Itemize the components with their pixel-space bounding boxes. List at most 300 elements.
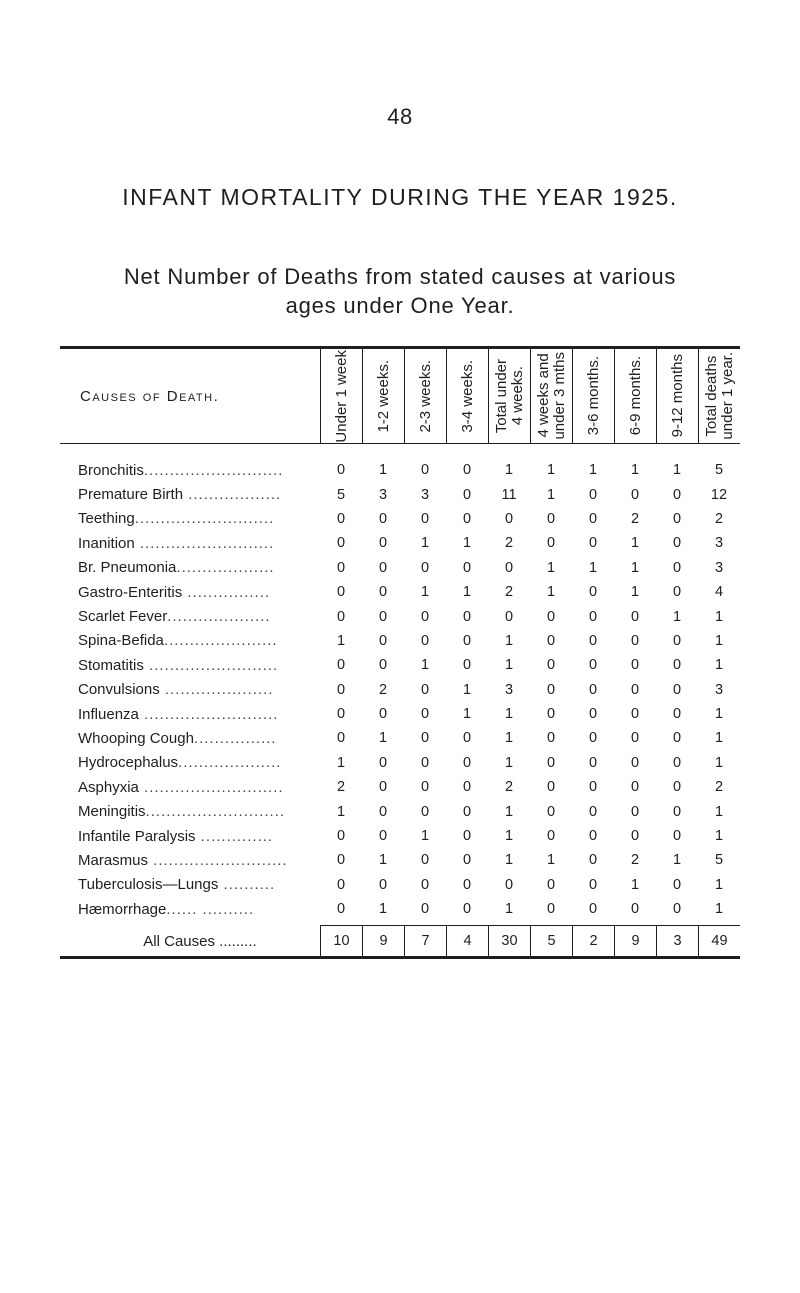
value-cell: 0 (546, 754, 556, 771)
value-cell: 1 (420, 828, 430, 845)
table-row (60, 580, 740, 604)
value-cell: 0 (630, 803, 640, 820)
value-cell: 2 (630, 852, 640, 869)
value-cell: 1 (630, 584, 640, 601)
leader-dots: ......................... (143, 656, 279, 674)
value-cell: 1 (336, 754, 346, 771)
leader-dots: ........................... (145, 803, 286, 821)
value-cell: 0 (672, 828, 682, 845)
value-cell: 0 (588, 681, 598, 698)
value-cell: 0 (546, 510, 556, 527)
value-cell: 0 (630, 632, 640, 649)
cause-name: Br. Pneumonia (78, 559, 177, 577)
value-cell: 0 (630, 828, 640, 845)
value-cell: 0 (672, 657, 682, 674)
mortality-table (60, 346, 740, 959)
table-row (60, 629, 740, 653)
total-label-text: All Causes (143, 932, 215, 950)
value-cell: 2 (336, 779, 346, 796)
cause-cell (60, 803, 320, 820)
value-cell: 1 (714, 706, 724, 723)
cause-cell (60, 706, 320, 723)
value-cell: 0 (336, 730, 346, 747)
column-header (698, 349, 740, 443)
value-cell: 0 (378, 803, 388, 820)
value-cell: 0 (378, 608, 388, 625)
column-header (320, 349, 362, 443)
value-cell: 0 (336, 901, 346, 918)
value-cell: 1 (588, 559, 598, 576)
value-cell: 0 (672, 803, 682, 820)
value-cell: 5 (714, 462, 724, 479)
value-cell: 1 (504, 754, 514, 771)
column-header (530, 349, 572, 443)
cause-name: Whooping Cough (78, 729, 194, 747)
column-header (614, 349, 656, 443)
value-cell: 0 (420, 510, 430, 527)
leader-dots: ................ (182, 583, 271, 601)
value-cell: 1 (336, 632, 346, 649)
value-cell: 0 (378, 706, 388, 723)
value-cell: 0 (378, 876, 388, 893)
value-cell: 0 (588, 632, 598, 649)
value-cell: 0 (336, 852, 346, 869)
table-row (60, 848, 740, 872)
value-cell: 0 (546, 706, 556, 723)
value-cell: 0 (588, 901, 598, 918)
column-header-label: 3-6 months. (584, 356, 602, 436)
cause-name: Hydrocephalus (78, 754, 179, 772)
value-cell: 0 (462, 779, 472, 796)
value-cell: 3 (714, 681, 724, 698)
table-row (60, 604, 740, 628)
cause-name: Meningitis (78, 803, 146, 821)
value-cell: 5 (336, 486, 346, 503)
column-header (488, 349, 530, 443)
value-cell: 4 (714, 584, 724, 601)
value-cell: 1 (546, 486, 556, 503)
table-row (60, 531, 740, 555)
value-cell: 0 (546, 657, 556, 674)
column-header (656, 349, 698, 443)
value-cell: 1 (420, 657, 430, 674)
value-cell: 0 (588, 779, 598, 796)
cause-cell (60, 584, 320, 601)
value-cell: 1 (378, 852, 388, 869)
cause-name: Asphyxia (78, 778, 139, 796)
value-cell: 1 (504, 828, 514, 845)
leader-dots: ........................... (134, 510, 275, 528)
value-cell: 1 (546, 584, 556, 601)
value-cell: 0 (336, 584, 346, 601)
leader-dots: .................... (178, 754, 282, 772)
value-cell: 0 (504, 559, 514, 576)
total-label (60, 933, 320, 950)
value-cell: 1 (504, 852, 514, 869)
value-cell: 0 (462, 730, 472, 747)
value-cell: 0 (378, 657, 388, 674)
value-cell: 0 (546, 632, 556, 649)
value-cell: 1 (378, 462, 388, 479)
value-cell: 0 (378, 584, 388, 601)
leader-dots: ...... .......... (166, 900, 255, 918)
value-cell: 0 (588, 584, 598, 601)
leader-dots: ................... (176, 559, 275, 577)
value-cell: 0 (462, 876, 472, 893)
value-cell: 0 (672, 535, 682, 552)
value-cell: 0 (462, 510, 472, 527)
value-cell: 0 (672, 779, 682, 796)
value-cell: 1 (504, 657, 514, 674)
total-value-cell: 3 (656, 926, 698, 956)
cause-cell (60, 681, 320, 698)
value-cell: 2 (504, 584, 514, 601)
value-cell: 2 (504, 535, 514, 552)
value-cell: 1 (504, 901, 514, 918)
value-cell: 0 (588, 535, 598, 552)
value-cell: 2 (378, 681, 388, 698)
table-row (60, 678, 740, 702)
total-row (60, 926, 740, 956)
page-number: 48 (387, 104, 413, 129)
cause-name: Premature Birth (78, 486, 184, 504)
total-value-cell: 5 (530, 926, 572, 956)
value-cell: 1 (672, 608, 682, 625)
value-cell: 0 (378, 632, 388, 649)
cause-cell (60, 510, 320, 527)
value-cell: 0 (630, 681, 640, 698)
cause-cell (60, 486, 320, 503)
value-cell: 0 (336, 828, 346, 845)
value-cell: 0 (462, 803, 472, 820)
value-cell: 0 (504, 608, 514, 625)
value-cell: 0 (462, 486, 472, 503)
value-cell: 0 (420, 632, 430, 649)
value-cell: 0 (336, 681, 346, 698)
column-header-label: 1-2 weeks. (374, 359, 392, 433)
value-cell: 0 (462, 657, 472, 674)
cause-name: Influenza (78, 705, 139, 723)
cause-name: Spina-Befida (78, 632, 164, 650)
value-cell: 0 (462, 852, 472, 869)
total-label-dots: ......... (215, 932, 257, 950)
value-cell: 0 (630, 730, 640, 747)
leader-dots: .......................... (138, 705, 279, 723)
column-header-label: 3-4 weeks. (458, 359, 476, 433)
table-header-row (60, 349, 740, 443)
value-cell: 1 (672, 852, 682, 869)
value-cell: 0 (336, 608, 346, 625)
total-value-cell: 30 (488, 926, 530, 956)
value-cell: 1 (630, 559, 640, 576)
value-cell: 0 (378, 510, 388, 527)
value-cell: 0 (672, 510, 682, 527)
value-cell: 0 (672, 486, 682, 503)
value-cell: 0 (672, 584, 682, 601)
value-cell: 0 (588, 486, 598, 503)
value-cell: 2 (714, 779, 724, 796)
value-cell: 0 (630, 754, 640, 771)
column-header-label: 4 weeks and under 3 mths (534, 352, 568, 440)
table-row (60, 751, 740, 775)
column-header (362, 349, 404, 443)
value-cell: 0 (630, 486, 640, 503)
value-cell: 0 (588, 730, 598, 747)
leader-dots: .......................... (134, 534, 275, 552)
leader-dots: .............. (195, 827, 274, 845)
cause-cell (60, 876, 320, 893)
leader-dots: .................... (167, 608, 271, 626)
value-cell: 0 (630, 608, 640, 625)
value-cell: 0 (420, 901, 430, 918)
value-cell: 0 (630, 657, 640, 674)
value-cell: 0 (672, 754, 682, 771)
value-cell: 0 (588, 828, 598, 845)
cause-cell (60, 852, 320, 869)
value-cell: 3 (714, 535, 724, 552)
value-cell: 1 (672, 462, 682, 479)
table-row (60, 897, 740, 921)
value-cell: 2 (630, 510, 640, 527)
table-row (60, 873, 740, 897)
value-cell: 3 (378, 486, 388, 503)
value-cell: 1 (714, 657, 724, 674)
value-cell: 1 (588, 462, 598, 479)
column-header (404, 349, 446, 443)
value-cell: 0 (420, 559, 430, 576)
total-value-cell: 4 (446, 926, 488, 956)
value-cell: 1 (714, 608, 724, 625)
value-cell: 1 (630, 462, 640, 479)
leader-dots: ..................... (159, 681, 274, 699)
table-row (60, 556, 740, 580)
value-cell: 0 (378, 754, 388, 771)
value-cell: 0 (672, 876, 682, 893)
value-cell: 1 (420, 584, 430, 601)
cause-cell (60, 657, 320, 674)
value-cell: 1 (630, 535, 640, 552)
value-cell: 1 (714, 730, 724, 747)
value-cell: 0 (672, 730, 682, 747)
value-cell: 0 (588, 608, 598, 625)
table-body (60, 444, 740, 925)
value-cell: 0 (672, 706, 682, 723)
column-header-label: Total deaths under 1 year. (702, 352, 736, 440)
value-cell: 1 (504, 730, 514, 747)
cause-name: Marasmus (78, 851, 149, 869)
value-cell: 1 (336, 803, 346, 820)
value-cell: 0 (462, 608, 472, 625)
value-cell: 0 (588, 510, 598, 527)
value-cell: 0 (546, 535, 556, 552)
table-row (60, 799, 740, 823)
column-header (572, 349, 614, 443)
table-row (60, 482, 740, 506)
cause-name: Teething (78, 510, 135, 528)
value-cell: 0 (378, 828, 388, 845)
table-row (60, 507, 740, 531)
column-header-label: 6-9 months. (626, 356, 644, 436)
value-cell: 0 (462, 462, 472, 479)
table-bottom-rule (60, 956, 740, 959)
value-cell: 0 (588, 657, 598, 674)
total-value-cell: 49 (698, 926, 740, 956)
value-cell: 0 (630, 779, 640, 796)
value-cell: 0 (672, 901, 682, 918)
value-cell: 0 (546, 681, 556, 698)
cause-cell (60, 754, 320, 771)
table-row (60, 458, 740, 482)
value-cell: 12 (710, 486, 728, 503)
cause-name: Inanition (78, 534, 135, 552)
total-value-cell: 2 (572, 926, 614, 956)
value-cell: 0 (588, 803, 598, 820)
leader-dots: ........................... (143, 461, 284, 479)
value-cell: 0 (630, 901, 640, 918)
value-cell: 0 (546, 803, 556, 820)
value-cell: 0 (336, 876, 346, 893)
cause-name: Stomatitis (78, 656, 144, 674)
value-cell: 1 (504, 462, 514, 479)
cause-name: Tuberculosis—Lungs (78, 876, 219, 894)
value-cell: 1 (378, 730, 388, 747)
value-cell: 1 (546, 559, 556, 576)
page-title: INFANT MORTALITY DURING THE YEAR 1925. (122, 184, 678, 210)
table-row (60, 653, 740, 677)
value-cell: 11 (501, 486, 517, 503)
value-cell: 1 (504, 706, 514, 723)
value-cell: 0 (420, 803, 430, 820)
value-cell: 0 (588, 754, 598, 771)
value-cell: 1 (504, 803, 514, 820)
cause-cell (60, 462, 320, 479)
value-cell: 0 (546, 901, 556, 918)
table-row (60, 824, 740, 848)
value-cell: 0 (546, 730, 556, 747)
value-cell: 1 (714, 876, 724, 893)
cause-cell (60, 632, 320, 649)
value-cell: 1 (462, 706, 472, 723)
value-cell: 2 (714, 510, 724, 527)
cause-name: Gastro-Enteritis (78, 583, 183, 601)
cause-cell (60, 730, 320, 747)
value-cell: 0 (336, 510, 346, 527)
table-subtitle (0, 262, 800, 320)
value-cell: 0 (588, 876, 598, 893)
total-value-cell: 9 (614, 926, 656, 956)
value-cell: 3 (714, 559, 724, 576)
total-value-cell: 9 (362, 926, 404, 956)
column-header-label: 9-12 months (668, 354, 686, 438)
cause-name: Infantile Paralysis (78, 827, 196, 845)
value-cell: 0 (420, 779, 430, 796)
value-cell: 0 (672, 632, 682, 649)
value-cell: 1 (714, 828, 724, 845)
value-cell: 0 (546, 608, 556, 625)
value-cell: 0 (336, 559, 346, 576)
cause-cell (60, 779, 320, 796)
table-row (60, 775, 740, 799)
value-cell: 3 (420, 486, 430, 503)
value-cell: 1 (504, 632, 514, 649)
value-cell: 1 (714, 632, 724, 649)
value-cell: 0 (420, 852, 430, 869)
value-cell: 0 (420, 706, 430, 723)
value-cell: 0 (420, 876, 430, 893)
value-cell: 0 (420, 608, 430, 625)
total-value-cell: 10 (320, 926, 362, 956)
column-header-label: Under 1 week (332, 349, 350, 443)
cause-name: Convulsions (78, 681, 160, 699)
value-cell: 1 (714, 754, 724, 771)
cause-cell (60, 901, 320, 918)
leader-dots: .......................... (148, 851, 288, 869)
value-cell: 0 (630, 706, 640, 723)
causes-of-death-heading: Causes of Death. (80, 387, 220, 405)
value-cell: 0 (378, 779, 388, 796)
value-cell: 0 (336, 657, 346, 674)
value-cell: 5 (714, 852, 724, 869)
value-cell: 0 (546, 828, 556, 845)
value-cell: 0 (420, 462, 430, 479)
value-cell: 0 (336, 462, 346, 479)
column-header (446, 349, 488, 443)
value-cell: 0 (462, 828, 472, 845)
leader-dots: ........................... (138, 778, 284, 796)
cause-cell (60, 535, 320, 552)
value-cell: 1 (462, 584, 472, 601)
cause-cell (60, 828, 320, 845)
value-cell: 0 (420, 730, 430, 747)
value-cell: 0 (672, 681, 682, 698)
value-cell: 0 (588, 706, 598, 723)
subtitle-line-2: ages under One Year. (285, 293, 515, 318)
value-cell: 0 (588, 852, 598, 869)
value-cell: 0 (546, 876, 556, 893)
value-cell: 0 (336, 706, 346, 723)
cause-cell (60, 559, 320, 576)
value-cell: 0 (672, 559, 682, 576)
value-cell: 1 (630, 876, 640, 893)
value-cell: 1 (420, 535, 430, 552)
leader-dots: ................ (193, 729, 277, 747)
value-cell: 1 (714, 803, 724, 820)
column-header-label: 2-3 weeks. (416, 359, 434, 433)
value-cell: 0 (378, 559, 388, 576)
cause-name: Bronchitis (78, 461, 144, 479)
subtitle-line-1: Net Number of Deaths from stated causes at various (123, 264, 677, 289)
value-cell: 0 (462, 559, 472, 576)
cause-name: Scarlet Fever (78, 608, 168, 626)
table-row (60, 726, 740, 750)
leader-dots: ...................... (163, 632, 278, 650)
value-cell: 0 (504, 876, 514, 893)
value-cell: 0 (462, 632, 472, 649)
value-cell: 1 (546, 852, 556, 869)
value-cell: 2 (504, 779, 514, 796)
value-cell: 0 (420, 754, 430, 771)
value-cell: 1 (546, 462, 556, 479)
cause-name: Hæmorrhage (78, 900, 167, 918)
value-cell: 1 (462, 535, 472, 552)
column-header-label: Total under 4 weeks. (492, 358, 526, 434)
value-cell: 3 (504, 681, 514, 698)
value-cell: 0 (546, 779, 556, 796)
leader-dots: .......... (218, 876, 276, 894)
leader-dots: .................. (183, 486, 282, 504)
value-cell: 0 (420, 681, 430, 698)
value-cell: 1 (462, 681, 472, 698)
